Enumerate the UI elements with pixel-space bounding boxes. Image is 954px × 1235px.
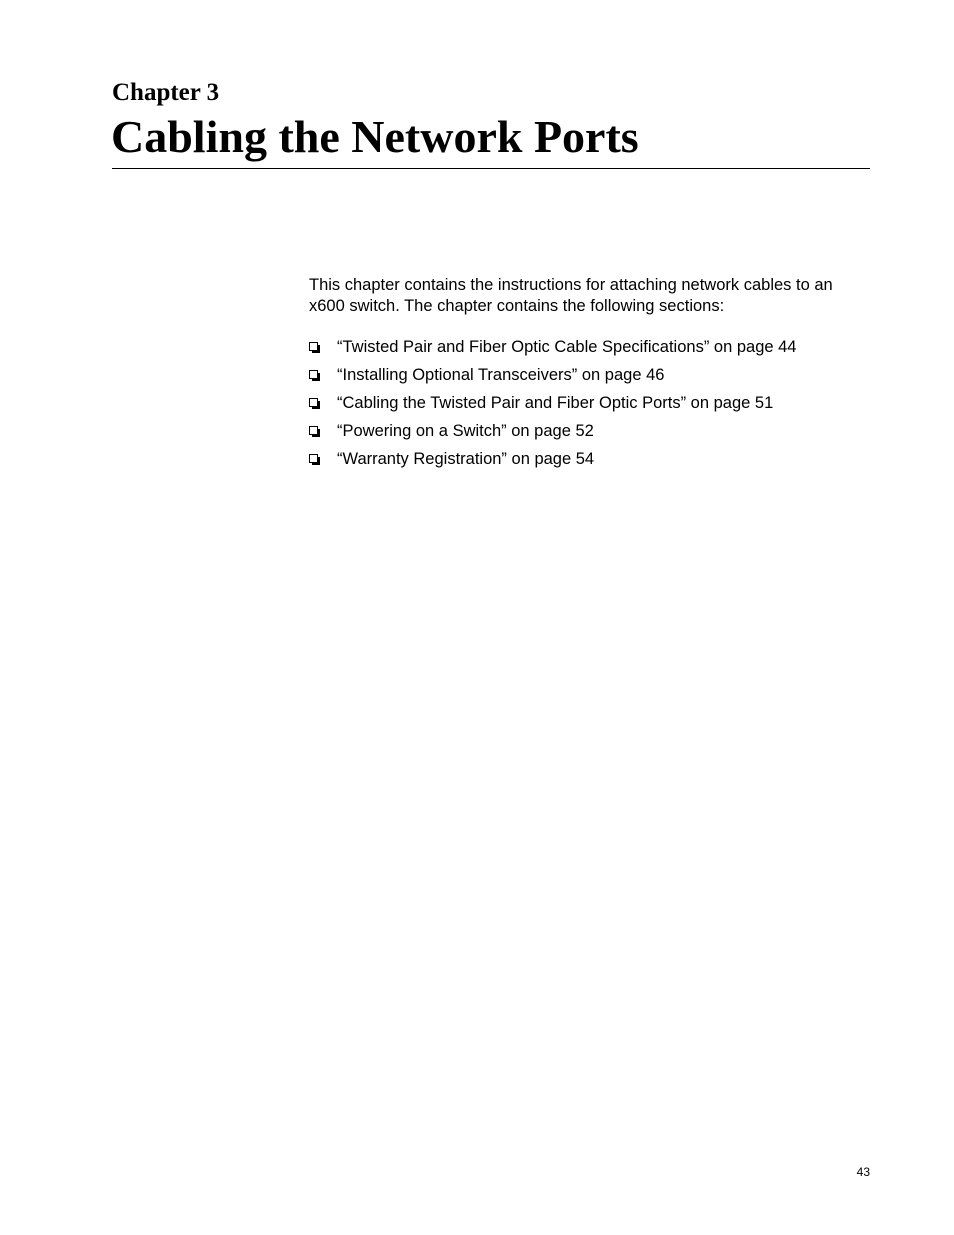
checkbox-bullet-icon	[309, 342, 318, 351]
list-item	[309, 417, 797, 445]
page-number: 43	[856, 1165, 870, 1179]
list-item	[309, 445, 797, 473]
title-divider	[112, 168, 870, 169]
chapter-label: Chapter 3	[112, 79, 220, 106]
list-item	[309, 361, 797, 389]
checkbox-bullet-icon	[309, 426, 318, 435]
section-list	[309, 333, 797, 473]
section-link: “Installing Optional Transceivers” on page 46	[337, 366, 665, 384]
section-link: “Twisted Pair and Fiber Optic Cable Specifications” on page 44	[337, 338, 797, 356]
checkbox-bullet-icon	[309, 454, 318, 463]
intro-paragraph: This chapter contains the instructions for attaching network cables to an x600 switch. The chapter contains the following sections:	[309, 276, 833, 315]
list-item	[309, 333, 797, 361]
section-link: “Powering on a Switch” on page 52	[337, 422, 594, 440]
checkbox-bullet-icon	[309, 398, 318, 407]
section-link: “Warranty Registration” on page 54	[337, 450, 595, 468]
list-item	[309, 389, 797, 417]
chapter-title: Cabling the Network Ports	[111, 111, 639, 162]
checkbox-bullet-icon	[309, 370, 318, 379]
section-link: “Cabling the Twisted Pair and Fiber Optic Ports” on page 51	[337, 394, 774, 412]
